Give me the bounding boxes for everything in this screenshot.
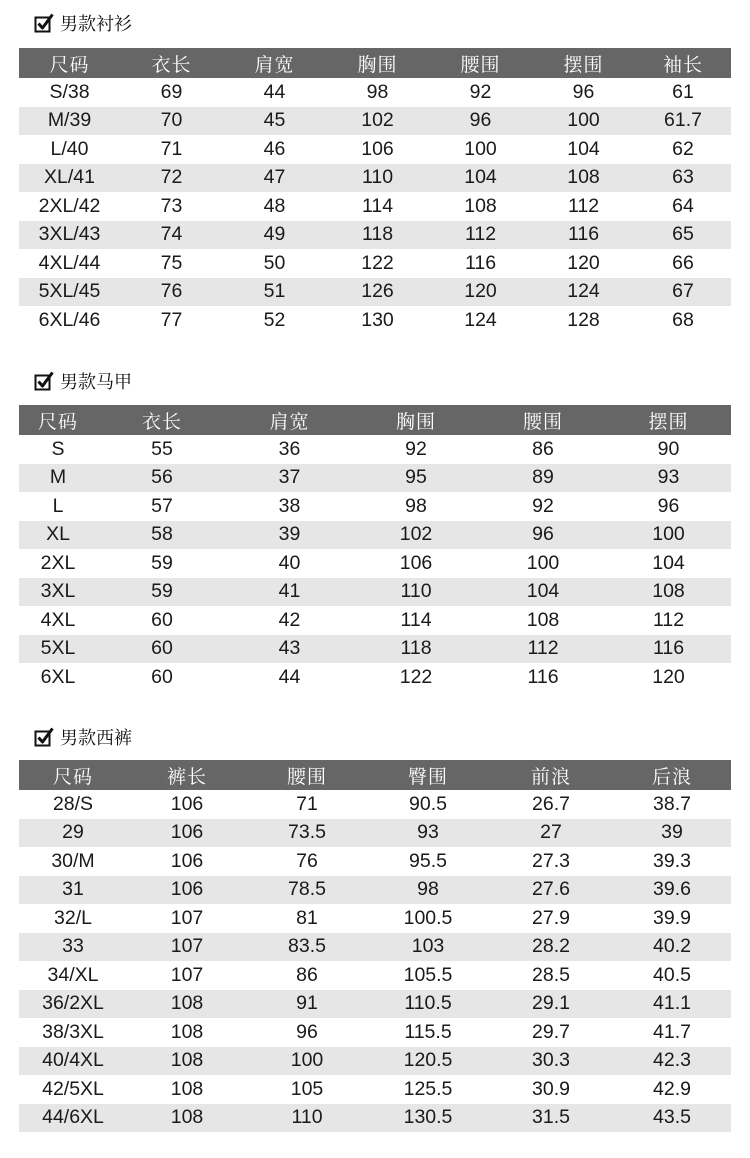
measurement-cell: 60 bbox=[151, 608, 173, 631]
measurement-cell: 120 bbox=[567, 251, 600, 274]
column-header: 尺码 bbox=[19, 48, 120, 78]
measurement-cell: 112 bbox=[652, 608, 685, 631]
measurement-cell: 120 bbox=[652, 665, 685, 688]
measurement-cell: 108 bbox=[170, 1020, 204, 1043]
size-table-vest bbox=[19, 405, 731, 692]
measurement-cell: 55 bbox=[151, 437, 173, 460]
measurement-cell: 92 bbox=[469, 80, 492, 103]
column-header: 肩宽 bbox=[227, 405, 352, 435]
measurement-cell: 112 bbox=[480, 635, 606, 664]
size-cell: 29 bbox=[19, 819, 127, 848]
measurement-cell: 107 bbox=[170, 963, 204, 986]
measurement-cell: 124 bbox=[532, 278, 635, 307]
table-row bbox=[19, 1075, 731, 1104]
measurement-cell: 81 bbox=[296, 906, 318, 929]
table-row bbox=[19, 961, 731, 990]
measurement-cell: 108 bbox=[127, 990, 247, 1019]
size-cell: L/40 bbox=[50, 137, 89, 160]
size-cell: 38/3XL bbox=[42, 1020, 104, 1043]
table-header-row bbox=[19, 405, 731, 435]
measurement-cell: 98 bbox=[366, 80, 389, 103]
measurement-cell: 98 bbox=[405, 494, 427, 517]
measurement-cell: 74 bbox=[120, 221, 223, 250]
measurement-cell: 116 bbox=[606, 635, 731, 664]
size-cell: 42/5XL bbox=[42, 1077, 104, 1100]
measurement-cell: 40 bbox=[278, 551, 301, 574]
measurement-cell: 73 bbox=[160, 194, 183, 217]
measurement-cell: 110 bbox=[326, 164, 429, 193]
measurement-cell: 39.6 bbox=[613, 876, 731, 905]
measurement-cell: 39 bbox=[227, 521, 352, 550]
measurement-cell: 65 bbox=[635, 221, 731, 250]
size-table-trousers bbox=[19, 760, 731, 1132]
measurement-cell: 42.3 bbox=[613, 1047, 731, 1076]
table-row bbox=[19, 278, 731, 307]
table-row bbox=[19, 790, 731, 819]
measurement-cell: 95.5 bbox=[409, 849, 447, 872]
measurement-cell: 39.9 bbox=[653, 906, 691, 929]
measurement-cell: 71 bbox=[160, 137, 183, 160]
measurement-cell: 40.5 bbox=[653, 963, 691, 986]
measurement-cell: 103 bbox=[367, 933, 489, 962]
measurement-cell: 27.9 bbox=[532, 906, 570, 929]
table-row bbox=[19, 847, 731, 876]
measurement-cell: 61 bbox=[672, 80, 694, 103]
section-title-text: 男款西裤 bbox=[60, 728, 132, 748]
measurement-cell: 62 bbox=[672, 137, 694, 160]
measurement-cell: 61.7 bbox=[635, 107, 731, 136]
measurement-cell: 115.5 bbox=[404, 1020, 452, 1043]
measurement-cell: 106 bbox=[361, 137, 394, 160]
measurement-cell: 59 bbox=[151, 551, 173, 574]
measurement-cell: 57 bbox=[151, 494, 173, 517]
size-cell: S/38 bbox=[49, 80, 90, 103]
measurement-cell: 26.7 bbox=[532, 792, 570, 815]
measurement-cell: 118 bbox=[326, 221, 429, 250]
table-row bbox=[19, 876, 731, 905]
measurement-cell: 110 bbox=[247, 1104, 367, 1133]
size-cell: 33 bbox=[19, 933, 127, 962]
checkbox-checked-icon bbox=[34, 13, 54, 33]
size-cell: M bbox=[19, 464, 97, 493]
measurement-cell: 76 bbox=[296, 849, 318, 872]
column-header: 衣长 bbox=[120, 48, 223, 78]
measurement-cell: 43 bbox=[227, 635, 352, 664]
measurement-cell: 42.9 bbox=[653, 1077, 691, 1100]
measurement-cell: 44 bbox=[278, 665, 301, 688]
measurement-cell: 104 bbox=[652, 551, 685, 574]
measurement-cell: 43.5 bbox=[613, 1104, 731, 1133]
measurement-cell: 130 bbox=[361, 308, 394, 331]
table-row bbox=[19, 164, 731, 193]
table-row bbox=[19, 635, 731, 664]
column-header: 腰围 bbox=[247, 760, 367, 790]
measurement-cell: 110.5 bbox=[367, 990, 489, 1019]
measurement-cell: 37 bbox=[227, 464, 352, 493]
measurement-cell: 96 bbox=[480, 521, 606, 550]
column-header: 后浪 bbox=[613, 760, 731, 790]
size-cell: 4XL bbox=[40, 608, 76, 631]
table-header-row bbox=[19, 48, 731, 78]
measurement-cell: 102 bbox=[326, 107, 429, 136]
measurement-cell: 104 bbox=[567, 137, 600, 160]
measurement-cell: 120.5 bbox=[367, 1047, 489, 1076]
measurement-cell: 90 bbox=[657, 437, 680, 460]
measurement-cell: 104 bbox=[480, 578, 606, 607]
table-row bbox=[19, 249, 731, 278]
table-row bbox=[19, 192, 731, 221]
measurement-cell: 116 bbox=[464, 251, 497, 274]
measurement-cell: 108 bbox=[127, 1104, 247, 1133]
measurement-cell: 72 bbox=[120, 164, 223, 193]
checkbox-checked-icon bbox=[34, 371, 54, 391]
table-row bbox=[19, 1047, 731, 1076]
measurement-cell: 73.5 bbox=[247, 819, 367, 848]
measurement-cell: 106 bbox=[127, 819, 247, 848]
size-cell: 3XL/43 bbox=[19, 221, 120, 250]
measurement-cell: 30.9 bbox=[532, 1077, 570, 1100]
measurement-cell: 36 bbox=[278, 437, 301, 460]
size-cell: 3XL bbox=[19, 578, 97, 607]
measurement-cell: 38.7 bbox=[653, 792, 691, 815]
table-row bbox=[19, 663, 731, 692]
table-row bbox=[19, 78, 731, 107]
measurement-cell: 56 bbox=[97, 464, 227, 493]
measurement-cell: 76 bbox=[120, 278, 223, 307]
table-row bbox=[19, 606, 731, 635]
table-row bbox=[19, 107, 731, 136]
measurement-cell: 112 bbox=[429, 221, 532, 250]
measurement-cell: 93 bbox=[606, 464, 731, 493]
measurement-cell: 67 bbox=[635, 278, 731, 307]
measurement-cell: 66 bbox=[672, 251, 694, 274]
size-cell: 31 bbox=[19, 876, 127, 905]
measurement-cell: 64 bbox=[672, 194, 694, 217]
table-row bbox=[19, 464, 731, 493]
measurement-cell: 118 bbox=[352, 635, 480, 664]
measurement-cell: 106 bbox=[170, 849, 204, 872]
measurement-cell: 91 bbox=[247, 990, 367, 1019]
measurement-cell: 47 bbox=[223, 164, 326, 193]
measurement-cell: 110 bbox=[352, 578, 480, 607]
measurement-cell: 100 bbox=[606, 521, 731, 550]
measurement-cell: 128 bbox=[567, 308, 600, 331]
table-row bbox=[19, 933, 731, 962]
measurement-cell: 96 bbox=[429, 107, 532, 136]
measurement-cell: 70 bbox=[120, 107, 223, 136]
measurement-cell: 96 bbox=[657, 494, 680, 517]
measurement-cell: 116 bbox=[527, 665, 559, 688]
measurement-cell: 105 bbox=[290, 1077, 324, 1100]
measurement-cell: 114 bbox=[361, 194, 394, 217]
measurement-cell: 41.7 bbox=[653, 1020, 691, 1043]
measurement-cell: 52 bbox=[263, 308, 286, 331]
measurement-cell: 100.5 bbox=[403, 906, 453, 929]
section-title-vest bbox=[34, 369, 132, 393]
size-cell: 34/XL bbox=[47, 963, 99, 986]
size-cell: XL/41 bbox=[19, 164, 120, 193]
section-title-shirt bbox=[34, 11, 132, 35]
measurement-cell: 68 bbox=[672, 308, 694, 331]
size-cell: 6XL bbox=[40, 665, 76, 688]
size-table-shirt bbox=[19, 48, 731, 335]
table-row bbox=[19, 904, 731, 933]
measurement-cell: 77 bbox=[160, 308, 183, 331]
measurement-cell: 90.5 bbox=[409, 792, 447, 815]
size-cell: S bbox=[51, 437, 65, 460]
measurement-cell: 27.3 bbox=[532, 849, 570, 872]
measurement-cell: 42 bbox=[278, 608, 301, 631]
measurement-cell: 30.3 bbox=[489, 1047, 613, 1076]
measurement-cell: 107 bbox=[127, 933, 247, 962]
measurement-cell: 114 bbox=[400, 608, 432, 631]
measurement-cell: 29.1 bbox=[489, 990, 613, 1019]
size-cell: 30/M bbox=[51, 849, 95, 872]
measurement-cell: 102 bbox=[352, 521, 480, 550]
column-header: 摆围 bbox=[606, 405, 731, 435]
size-cell: 32/L bbox=[54, 906, 92, 929]
table-row bbox=[19, 1104, 731, 1133]
size-cell: 5XL/45 bbox=[19, 278, 120, 307]
table-row bbox=[19, 549, 731, 578]
measurement-cell: 28.5 bbox=[532, 963, 570, 986]
measurement-cell: 125.5 bbox=[403, 1077, 453, 1100]
measurement-cell: 100 bbox=[532, 107, 635, 136]
measurement-cell: 108 bbox=[170, 1077, 204, 1100]
measurement-cell: 46 bbox=[263, 137, 286, 160]
size-cell: M/39 bbox=[19, 107, 120, 136]
measurement-cell: 44 bbox=[263, 80, 286, 103]
measurement-cell: 39 bbox=[613, 819, 731, 848]
column-header: 尺码 bbox=[19, 760, 127, 790]
column-header: 腰围 bbox=[429, 48, 532, 78]
column-header: 尺码 bbox=[19, 405, 97, 435]
size-cell: 28/S bbox=[52, 792, 94, 815]
measurement-cell: 100 bbox=[526, 551, 560, 574]
measurement-cell: 29.7 bbox=[532, 1020, 570, 1043]
column-header: 裤长 bbox=[127, 760, 247, 790]
measurement-cell: 51 bbox=[223, 278, 326, 307]
table-row bbox=[19, 492, 731, 521]
table-row bbox=[19, 221, 731, 250]
measurement-cell: 92 bbox=[405, 437, 427, 460]
column-header: 肩宽 bbox=[223, 48, 326, 78]
table-header-row bbox=[19, 760, 731, 790]
column-header: 摆围 bbox=[532, 48, 635, 78]
table-row bbox=[19, 306, 731, 335]
measurement-cell: 27 bbox=[489, 819, 613, 848]
measurement-cell: 112 bbox=[567, 194, 600, 217]
table-row bbox=[19, 1018, 731, 1047]
size-cell: 5XL bbox=[19, 635, 97, 664]
measurement-cell: 40.2 bbox=[613, 933, 731, 962]
measurement-cell: 60 bbox=[97, 635, 227, 664]
measurement-cell: 63 bbox=[635, 164, 731, 193]
column-header: 臀围 bbox=[367, 760, 489, 790]
measurement-cell: 39.3 bbox=[653, 849, 691, 872]
table-row bbox=[19, 135, 731, 164]
measurement-cell: 86 bbox=[532, 437, 554, 460]
section-title-text: 男款马甲 bbox=[60, 372, 132, 392]
measurement-cell: 41.1 bbox=[613, 990, 731, 1019]
measurement-cell: 126 bbox=[326, 278, 429, 307]
measurement-cell: 92 bbox=[532, 494, 554, 517]
measurement-cell: 31.5 bbox=[489, 1104, 613, 1133]
measurement-cell: 124 bbox=[464, 308, 497, 331]
section-title-text: 男款衬衫 bbox=[60, 14, 132, 34]
size-cell: 2XL bbox=[40, 551, 76, 574]
measurement-cell: 75 bbox=[160, 251, 183, 274]
measurement-cell: 122 bbox=[361, 251, 394, 274]
column-header: 衣长 bbox=[97, 405, 227, 435]
table-row bbox=[19, 435, 731, 464]
measurement-cell: 71 bbox=[296, 792, 318, 815]
measurement-cell: 108 bbox=[532, 164, 635, 193]
measurement-cell: 41 bbox=[227, 578, 352, 607]
measurement-cell: 106 bbox=[170, 792, 204, 815]
size-cell: 4XL/44 bbox=[38, 251, 101, 274]
measurement-cell: 120 bbox=[429, 278, 532, 307]
measurement-cell: 45 bbox=[223, 107, 326, 136]
measurement-cell: 104 bbox=[429, 164, 532, 193]
measurement-cell: 95 bbox=[352, 464, 480, 493]
measurement-cell: 50 bbox=[263, 251, 286, 274]
measurement-cell: 106 bbox=[399, 551, 433, 574]
measurement-cell: 96 bbox=[296, 1020, 318, 1043]
checkbox-checked-icon bbox=[34, 727, 54, 747]
measurement-cell: 100 bbox=[247, 1047, 367, 1076]
measurement-cell: 28.2 bbox=[489, 933, 613, 962]
column-header: 胸围 bbox=[352, 405, 480, 435]
measurement-cell: 69 bbox=[160, 80, 183, 103]
section-title-trousers bbox=[34, 725, 132, 749]
measurement-cell: 130.5 bbox=[367, 1104, 489, 1133]
measurement-cell: 48 bbox=[263, 194, 286, 217]
size-cell: 2XL/42 bbox=[38, 194, 101, 217]
measurement-cell: 59 bbox=[97, 578, 227, 607]
measurement-cell: 116 bbox=[532, 221, 635, 250]
column-header: 腰围 bbox=[480, 405, 606, 435]
measurement-cell: 60 bbox=[151, 665, 173, 688]
size-cell: 40/4XL bbox=[19, 1047, 127, 1076]
measurement-cell: 107 bbox=[170, 906, 204, 929]
column-header: 前浪 bbox=[489, 760, 613, 790]
table-row bbox=[19, 521, 731, 550]
size-cell: L bbox=[52, 494, 64, 517]
measurement-cell: 108 bbox=[127, 1047, 247, 1076]
measurement-cell: 27.6 bbox=[489, 876, 613, 905]
measurement-cell: 98 bbox=[367, 876, 489, 905]
measurement-cell: 108 bbox=[606, 578, 731, 607]
measurement-cell: 106 bbox=[127, 876, 247, 905]
measurement-cell: 89 bbox=[480, 464, 606, 493]
measurement-cell: 58 bbox=[97, 521, 227, 550]
measurement-cell: 108 bbox=[526, 608, 560, 631]
measurement-cell: 108 bbox=[464, 194, 497, 217]
measurement-cell: 105.5 bbox=[403, 963, 453, 986]
measurement-cell: 86 bbox=[296, 963, 318, 986]
table-row bbox=[19, 819, 731, 848]
size-cell: XL bbox=[19, 521, 97, 550]
measurement-cell: 83.5 bbox=[247, 933, 367, 962]
size-cell: 44/6XL bbox=[19, 1104, 127, 1133]
measurement-cell: 78.5 bbox=[247, 876, 367, 905]
measurement-cell: 96 bbox=[572, 80, 595, 103]
measurement-cell: 93 bbox=[367, 819, 489, 848]
measurement-cell: 100 bbox=[464, 137, 497, 160]
size-cell: 6XL/46 bbox=[38, 308, 101, 331]
table-row bbox=[19, 578, 731, 607]
measurement-cell: 49 bbox=[223, 221, 326, 250]
column-header: 袖长 bbox=[635, 48, 731, 78]
table-row bbox=[19, 990, 731, 1019]
measurement-cell: 38 bbox=[278, 494, 301, 517]
size-cell: 36/2XL bbox=[19, 990, 127, 1019]
measurement-cell: 122 bbox=[399, 665, 433, 688]
column-header: 胸围 bbox=[326, 48, 429, 78]
